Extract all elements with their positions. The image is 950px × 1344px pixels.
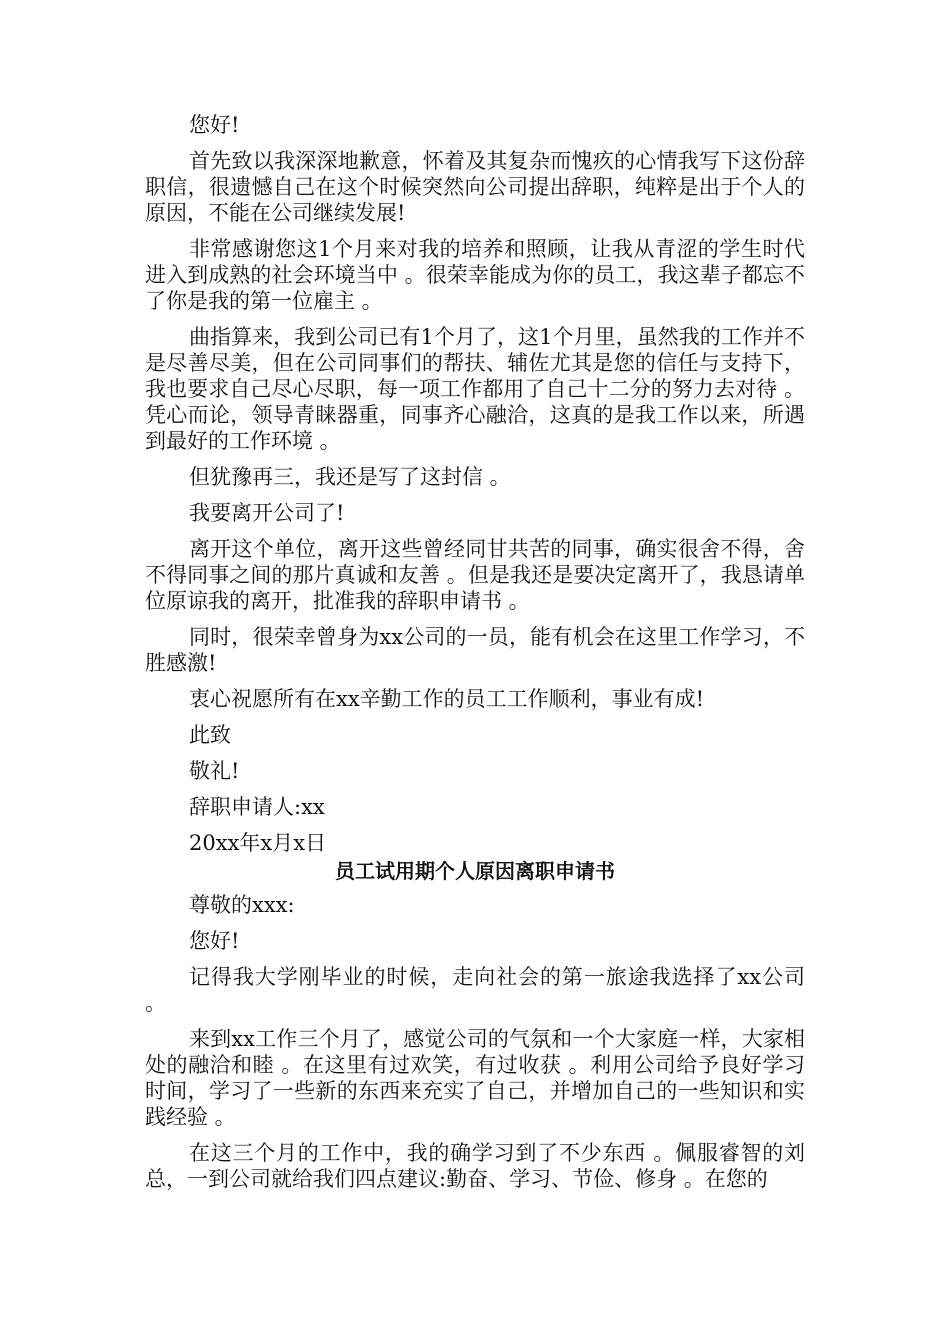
letter2-title: 员工试用期个人原因离职申请书 bbox=[335, 859, 615, 883]
letter1-paragraph: 曲指算来，我到公司已有1个月了，这1个月里，虽然我的工作并不是尽善尽美，但在公司同事们的帮扶、辅佐尤其是您的信任与支持下，我也要求自己尽心尽职，每一项工作都用了自己十二分的努力去对待 。凭心而论，领导青睐器重，同事齐心融洽，这真的是我工作以来，所遇到最好的工作环境 。 bbox=[145, 325, 805, 453]
letter1-paragraph: 同时，很荣幸曾身为xx公司的一员，能有机会在这里工作学习，不胜感激! bbox=[145, 625, 805, 675]
letter2-paragraph: 在这三个月的工作中，我的确学习到了不少东西 。佩服睿智的刘总，一到公司就给我们四点建议:勤奋、学习、节俭、修身 。在您的 bbox=[145, 1141, 805, 1191]
letter1-greeting: 您好! bbox=[189, 113, 240, 137]
letter1-paragraph: 衷心祝愿所有在xx辛勤工作的员工工作顺利，事业有成! bbox=[189, 687, 705, 711]
letter1-closing: 此致 bbox=[189, 723, 231, 747]
letter2-salutation: 尊敬的xxx: bbox=[189, 893, 295, 917]
letter1-paragraph: 非常感谢您这1个月来对我的培养和照顾，让我从青涩的学生时代进入到成熟的社会环境当中 。很荣幸能成为你的员工，我这辈子都忘不了你是我的第一位雇主 。 bbox=[145, 237, 805, 313]
letter1-paragraph: 离开这个单位，离开这些曾经同甘共苦的同事，确实很舍不得，舍不得同事之间的那片真诚和友善 。但是我还是要决定离开了，我恳请单位原谅我的离开，批准我的辞职申请书 。 bbox=[145, 537, 805, 613]
letter1-paragraph: 首先致以我深深地歉意，怀着及其复杂而愧疚的心情我写下这份辞职信，很遗憾自己在这个时候突然向公司提出辞职，纯粹是出于个人的原因，不能在公司继续发展! bbox=[145, 149, 805, 225]
letter2-greeting: 您好! bbox=[189, 929, 240, 953]
letter1-closing-salute: 敬礼! bbox=[189, 759, 240, 783]
letter1-date: 20xx年x月x日 bbox=[189, 831, 327, 855]
letter1-paragraph: 但犹豫再三，我还是写了这封信 。 bbox=[189, 465, 511, 489]
letter2-paragraph: 来到xx工作三个月了，感觉公司的气氛和一个大家庭一样，大家相处的融洽和睦 。在这里有过欢笑，有过收获 。利用公司给予良好学习时间，学习了一些新的东西来充实了自己，并增加自己的一些知识和实践经验 。 bbox=[145, 1027, 805, 1129]
letter1-paragraph: 我要离开公司了! bbox=[189, 501, 345, 525]
letter1-signature: 辞职申请人:xx bbox=[189, 795, 325, 819]
letter2-paragraph: 记得我大学刚毕业的时候，走向社会的第一旅途我选择了xx公司 。 bbox=[145, 965, 805, 1015]
document-page bbox=[145, 112, 805, 1202]
